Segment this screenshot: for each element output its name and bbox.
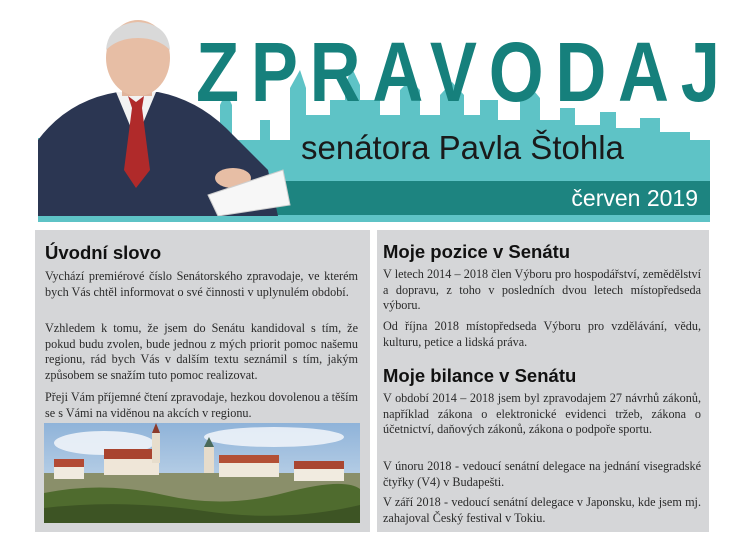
header bbox=[0, 0, 742, 222]
town-photo bbox=[44, 423, 360, 523]
newsletter-subtitle: senátora Pavla Štohla bbox=[301, 129, 624, 166]
position-paragraph: V letech 2014 – 2018 člen Výboru pro hospodářství, zemědělství a dopravu, z toho v posledních dvou letech místopředseda výboru. bbox=[383, 267, 701, 312]
senate-position-heading: Moje pozice v Senátu bbox=[383, 241, 571, 262]
intro-heading: Úvodní slovo bbox=[45, 242, 162, 263]
left-column bbox=[35, 230, 370, 532]
record-paragraph: V období 2014 – 2018 jsem byl zpravodajem 27 návrhů zákonů, například zákona o elektronické evidenci tržeb, zákona o účetnictví, daňových zákonů, zákona o podpoře sportu. bbox=[383, 391, 701, 436]
record-paragraph: V září 2018 - vedoucí senátní delegace v Japonsku, kde jsem mj. zahajoval Český festival v Tokiu. bbox=[383, 495, 701, 525]
newsletter-title: ZPRAVODAJ bbox=[196, 25, 732, 119]
senate-record-heading: Moje bilance v Senátu bbox=[383, 365, 577, 386]
intro-paragraph: Přeji Vám příjemné čtení zpravodaje, hezkou dovolenou a těším se s Vámi na viděnou na akcích v regionu. bbox=[45, 390, 358, 420]
senator-portrait bbox=[38, 20, 298, 216]
intro-paragraph: Vzhledem k tomu, že jsem do Senátu kandidoval s tím, že pokud budu zvolen, bude jednou z mých priorit pomoc našemu regionu, rád bych Vás v dalším textu seznámil s tím, jakým způsobem se snažím tuto pomoc realizovat. bbox=[45, 321, 358, 382]
issue-date: červen 2019 bbox=[571, 185, 698, 211]
intro-paragraph: Vychází premiérové číslo Senátorského zpravodaje, ve kterém bych Vás chtěl informovat o své činnosti v uplynulém období. bbox=[45, 269, 358, 299]
position-paragraph: Od října 2018 místopředseda Výboru pro vzdělávání, vědu, kulturu, petice a lidská práva. bbox=[383, 319, 701, 349]
record-paragraph: V únoru 2018 - vedoucí senátní delegace na jednání visegradské čtyřky (V4) v Budapešti. bbox=[383, 459, 701, 489]
right-column bbox=[377, 230, 709, 532]
